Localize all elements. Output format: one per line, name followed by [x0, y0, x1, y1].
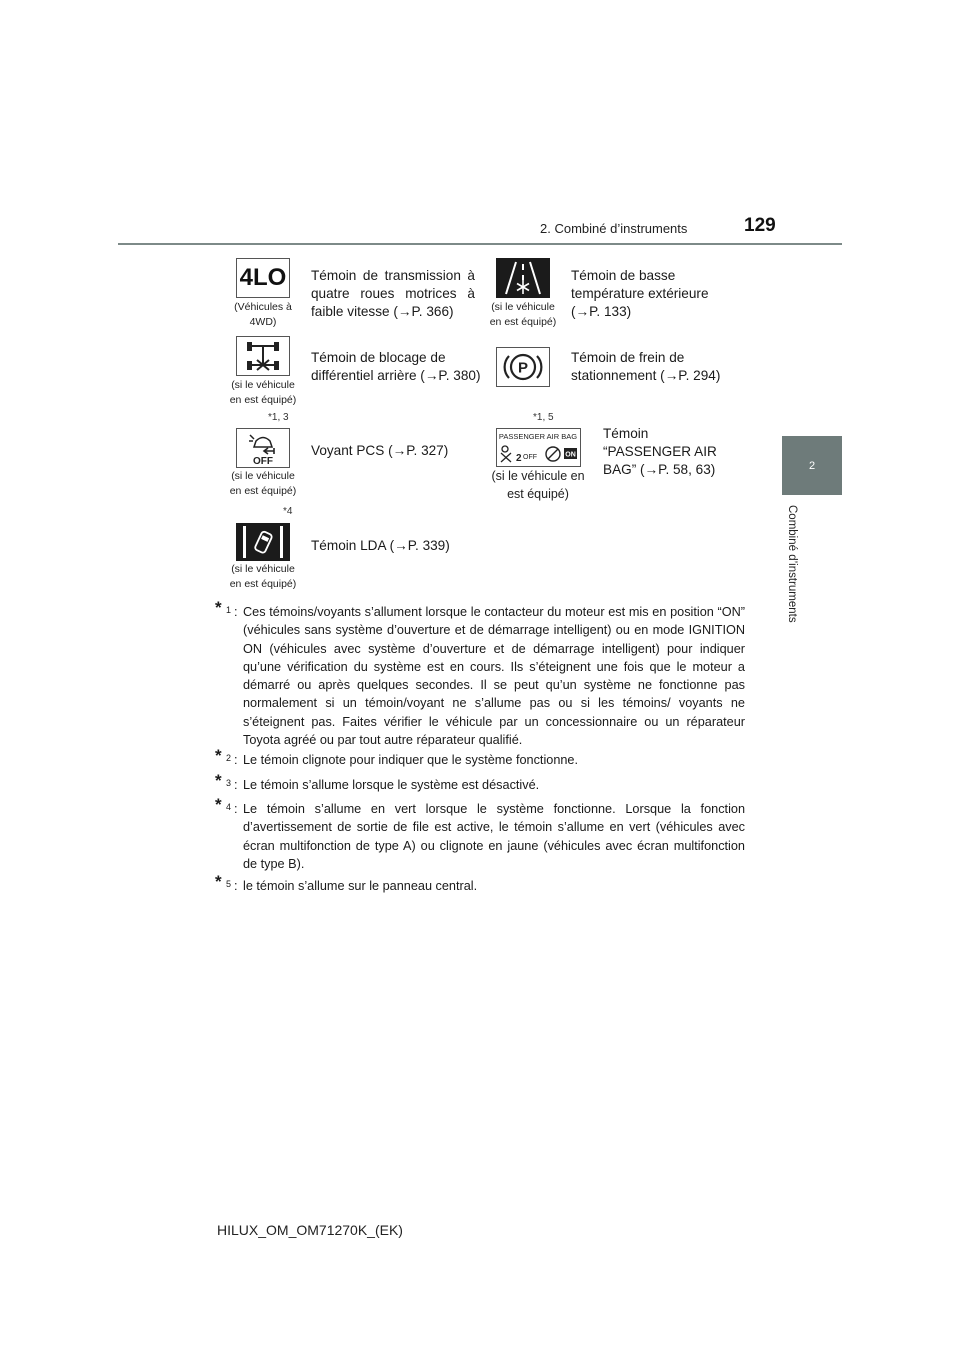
- footnote-text: Le témoin s’allume lorsque le système est désactivé.: [243, 778, 540, 792]
- footnote: * 1 : Ces témoins/voyants s’allument lorsque le contacteur du moteur est mis en position “ON” (véhicules sans système d’ouverture et de démarrage intelligent) ou en mode IGNITION ON (véhicules avec système d’ouverture et de démarrage intelligent) pour indiquer qu’une vérification du système est en cours. Ils s’éteignent une fois que le moteur a démarré ou après quelques secondes. Il se peut qu’un système ne fonctionne pas normalement si un témoin/voyant ne s’allume pas ou si les témoins/ voyants ne s’éteignent pas. Faites vérifier le véhicule par un concessionnaire ou un réparateur Toyota agréé ou par tout autre réparateur qualifié.: [215, 603, 745, 749]
- light-note: (si le véhicule en est équipé): [229, 379, 297, 406]
- svg-text:2: 2: [516, 453, 522, 464]
- light-note: (si le véhicule en est équipé): [229, 563, 297, 590]
- light-note: (si le véhicule en est équipé): [489, 301, 557, 328]
- svg-text:PASSENGER AIR BAG: PASSENGER AIR BAG: [498, 432, 578, 441]
- svg-text:OFF: OFF: [253, 456, 273, 466]
- footnote: * 5 : le témoin s’allume sur le panneau central.: [215, 877, 745, 895]
- chapter-title-vertical: [786, 505, 810, 639]
- footnote: * 2 : Le témoin clignote pour indiquer que le système fonctionne.: [215, 751, 745, 769]
- footnote: * 4 : Le témoin s’allume en vert lorsque le système fonctionne. Lorsque la fonction d’avertissement de sortie de file est active, le témoin s’allume en vert (véhicules avec écran multifonction de type A) ou clignote en jaune (véhicules avec écran multifonction de type B).: [215, 800, 745, 873]
- footnote: * 3 : Le témoin s’allume lorsque le système est désactivé.: [215, 776, 745, 794]
- footnote-text: le témoin s’allume sur le panneau central.: [243, 879, 478, 893]
- rear-differential-lock-icon: [236, 336, 290, 376]
- lda-icon: [236, 523, 290, 561]
- svg-text:OFF: OFF: [523, 454, 537, 461]
- footnote-reference: *1, 5: [533, 412, 554, 423]
- chapter-tab: [782, 436, 842, 495]
- light-description: Témoin “PASSENGER AIR BAG” (→P. 58, 63): [603, 426, 717, 477]
- passenger-airbag-icon: [496, 428, 581, 467]
- light-description: Témoin de transmission à quatre roues motrices à faible vitesse (→P. 366): [311, 268, 475, 319]
- footnote-text: Le témoin s’allume en vert lorsque le système fonctionne. Lorsque la fonction d’avertissement de sortie de file est active, le témoin s’allume en vert (véhicules avec écran multifonction de type A) ou clignote en jaune (véhicules avec écran multifonction de type B).: [243, 802, 745, 871]
- low-outside-temperature-icon: [496, 258, 550, 298]
- running-header-section: 2. Combiné d’instruments: [540, 221, 688, 236]
- svg-text:P: P: [517, 359, 529, 377]
- chapter-number: 2: [808, 459, 816, 472]
- light-note: (si le véhicule en est équipé): [229, 470, 297, 497]
- 4lo-icon: 4LO: [236, 258, 290, 298]
- page-number: 129: [744, 215, 776, 236]
- light-description: Voyant PCS (→P. 327): [311, 443, 449, 458]
- document-code: HILUX_OM_OM71270K_(EK): [217, 1222, 403, 1238]
- footnote-reference: *1, 3: [268, 412, 289, 423]
- pcs-off-icon: [236, 428, 290, 468]
- header-divider: [118, 243, 842, 245]
- footnote-reference: *4: [283, 506, 293, 517]
- light-description: Témoin de frein de stationnement (→P. 294): [571, 350, 721, 383]
- footnote-text: Ces témoins/voyants s’allument lorsque le contacteur du moteur est mis en position “ON” (véhicules sans système d’ouverture et de démarrage intelligent) ou en mode IGNITION ON (véhicules avec système d’ouverture et de démarrage intelligent) pour indiquer qu’une vérification du système est en cours. Ils s’éteignent une fois que le moteur a démarré ou après quelques secondes. Il se peut qu’un système ne fonctionne pas normalement si un témoin/voyant ne s’allume pas ou si les témoins/ voyants ne s’éteignent pas. Faites vérifier le véhicule par un concessionnaire ou un réparateur Toyota agréé ou par tout autre réparateur qualifié.: [243, 605, 745, 748]
- svg-text:ON: ON: [565, 451, 576, 459]
- parking-brake-icon: [496, 347, 550, 387]
- chapter-title: Combiné d’instruments: [786, 505, 798, 623]
- light-description: Témoin LDA (→P. 339): [311, 538, 450, 553]
- light-note: (Véhicules à 4WD): [234, 301, 292, 328]
- light-note: (si le véhicule en est équipé): [491, 469, 585, 501]
- footnote-text: Le témoin clignote pour indiquer que le système fonctionne.: [243, 753, 579, 767]
- light-description: Témoin de basse température extérieure (→P. 133): [571, 268, 709, 319]
- light-description: Témoin de blocage de différentiel arrière (→P. 380): [311, 350, 481, 383]
